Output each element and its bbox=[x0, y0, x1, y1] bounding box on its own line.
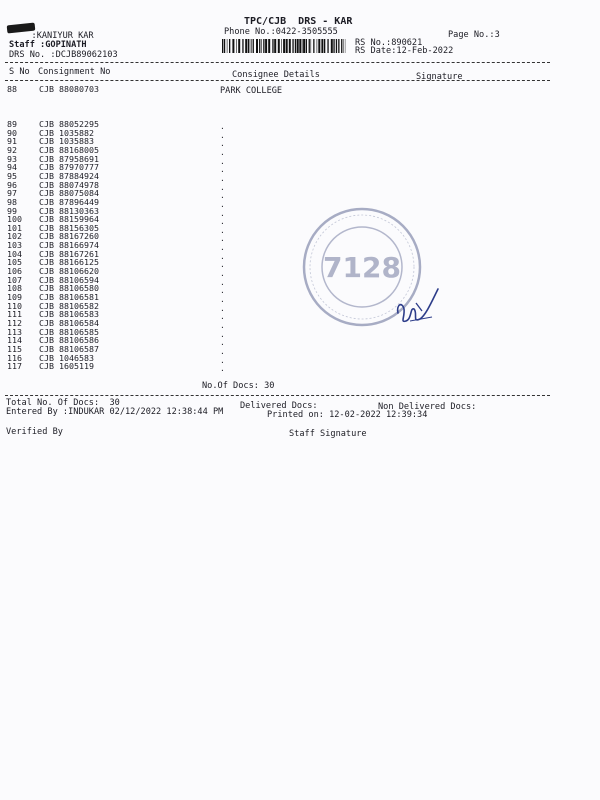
row-consignment: CJB 88167261 bbox=[39, 248, 99, 259]
dot-mark: . bbox=[220, 173, 225, 183]
row-sno: 110 bbox=[7, 300, 22, 311]
row-sno: 115 bbox=[7, 343, 22, 354]
barcode-image bbox=[222, 39, 346, 53]
dot-mark: . bbox=[220, 320, 225, 330]
row-sno: 117 bbox=[7, 361, 22, 372]
row-sno: 91 bbox=[7, 136, 17, 147]
row-consignment: CJB 88106584 bbox=[39, 317, 99, 328]
column-divider bbox=[5, 80, 550, 81]
row-consignment: CJB 1046583 bbox=[39, 352, 94, 363]
dot-mark: . bbox=[220, 208, 225, 218]
row-consignment: CJB 88167260 bbox=[39, 231, 99, 242]
non-delivered-docs: Non Delivered Docs: bbox=[378, 402, 477, 412]
row-sno: 90 bbox=[7, 127, 17, 138]
dot-mark: . bbox=[220, 234, 225, 244]
verified-by: Verified By bbox=[6, 427, 63, 437]
row-sno: 108 bbox=[7, 283, 22, 294]
dot-mark: . bbox=[220, 156, 225, 166]
col-header-sno: S No bbox=[9, 67, 30, 77]
row-sno: 111 bbox=[7, 309, 22, 320]
row-sno: 113 bbox=[7, 326, 22, 337]
row-sno: 99 bbox=[7, 205, 17, 216]
dot-mark: . bbox=[220, 286, 225, 296]
row-consignment: CJB 88166974 bbox=[39, 240, 99, 251]
col-header-consignment: Consignment No bbox=[38, 67, 111, 77]
row-sno: 89 bbox=[7, 119, 17, 129]
printed-on: Printed on: 12-02-2022 12:39:34 bbox=[267, 410, 428, 420]
row-sno: 116 bbox=[7, 352, 22, 363]
dot-mark: . bbox=[220, 260, 225, 270]
row-sno: 98 bbox=[7, 196, 17, 207]
row-consignment: CJB 88156305 bbox=[39, 222, 99, 233]
row-sno: 102 bbox=[7, 231, 22, 242]
dot-mark: . bbox=[220, 303, 225, 313]
row-sno: 107 bbox=[7, 274, 22, 285]
footer-divider bbox=[5, 395, 550, 396]
row-consignment: CJB 88080703 bbox=[39, 84, 99, 94]
rs-date: RS Date:12-Feb-2022 bbox=[355, 46, 454, 56]
row-consignment: CJB 88075084 bbox=[39, 188, 99, 199]
dot-mark: . bbox=[220, 277, 225, 287]
row-sno: 93 bbox=[7, 153, 17, 164]
dot-mark: . bbox=[220, 338, 225, 348]
row-consignment: CJB 87958691 bbox=[39, 153, 99, 164]
dot-mark: . bbox=[220, 295, 225, 304]
dot-mark: . bbox=[220, 217, 225, 227]
row-sno: 109 bbox=[7, 292, 22, 302]
drs-number: DRS No. :DCJB89062103 bbox=[9, 50, 118, 60]
rs-number: RS No.:890621 bbox=[355, 38, 423, 48]
row-sno: 88 bbox=[7, 84, 17, 94]
dot-mark: . bbox=[220, 364, 225, 374]
row-consignment: CJB 1605119 bbox=[39, 361, 94, 372]
dot-mark: . bbox=[220, 147, 225, 157]
row-consignment: CJB 88106586 bbox=[39, 335, 99, 346]
row-consignment: CJB 88168005 bbox=[39, 144, 99, 155]
row-sno: 114 bbox=[7, 335, 22, 346]
row-sno: 97 bbox=[7, 188, 17, 199]
document-title: TPC/CJB DRS - KAR bbox=[244, 16, 353, 27]
row-consignment: CJB 88130363 bbox=[39, 205, 99, 216]
row-sno: 95 bbox=[7, 170, 17, 181]
row-sno: 105 bbox=[7, 257, 22, 268]
dot-mark: . bbox=[220, 243, 225, 253]
row-consignment: CJB 88074978 bbox=[39, 179, 99, 190]
row-consignment: CJB 88052295 bbox=[39, 119, 99, 129]
entered-by: Entered By :INDUKAR 02/12/2022 12:38:44 PM bbox=[6, 407, 224, 417]
staff-name: Staff :GOPINATH bbox=[9, 40, 87, 50]
row-consignment: CJB 87970777 bbox=[39, 162, 99, 173]
row-sno: 106 bbox=[7, 266, 22, 277]
row-consignment: CJB 1035882 bbox=[39, 127, 94, 138]
row-consignment: CJB 88106580 bbox=[39, 283, 99, 294]
page-number: Page No.:3 bbox=[448, 30, 500, 40]
dot-mark: . bbox=[220, 346, 225, 356]
docs-count: No.Of Docs: 30 bbox=[202, 381, 275, 391]
row-sno: 104 bbox=[7, 248, 22, 259]
phone-number: Phone No.:0422-3505555 bbox=[224, 27, 338, 37]
row-sno: 100 bbox=[7, 214, 22, 225]
branch-line: :KANIYUR KAR bbox=[16, 31, 94, 41]
row-consignment: CJB 88166125 bbox=[39, 257, 99, 268]
row-consignment: CJB 87884924 bbox=[39, 170, 99, 181]
row-consignment: CJB 87896449 bbox=[39, 196, 99, 207]
row-consignment: CJB 88106581 bbox=[39, 292, 99, 302]
delivered-docs: Delivered Docs: bbox=[240, 401, 318, 411]
dot-mark: . bbox=[220, 199, 225, 209]
dot-mark: . bbox=[220, 165, 225, 175]
row-sno: 112 bbox=[7, 317, 22, 328]
row-sno: 94 bbox=[7, 162, 17, 173]
dot-mark: . bbox=[220, 269, 225, 279]
row-sno: 101 bbox=[7, 222, 22, 233]
total-docs: Total No. Of Docs: 30 bbox=[6, 398, 120, 408]
header-divider bbox=[5, 62, 550, 63]
staff-signature-label: Staff Signature bbox=[289, 429, 367, 439]
dot-mark: . bbox=[220, 329, 225, 339]
row-sno: 92 bbox=[7, 144, 17, 155]
row-consignment: CJB 88106583 bbox=[39, 309, 99, 320]
row-sno: 103 bbox=[7, 240, 22, 251]
dot-mark: . bbox=[220, 312, 225, 322]
row-consignment: CJB 88106587 bbox=[39, 343, 99, 354]
row-consignment: CJB 88159964 bbox=[39, 214, 99, 225]
dot-mark: . bbox=[220, 251, 225, 261]
dot-mark: . bbox=[220, 182, 225, 192]
row-consignment: CJB 88106585 bbox=[39, 326, 99, 337]
handwritten-signature bbox=[392, 283, 442, 328]
stamp-number: 7128 bbox=[323, 251, 401, 284]
row-consignment: CJB 88106582 bbox=[39, 300, 99, 311]
row-consignment: CJB 88106620 bbox=[39, 266, 99, 277]
dot-mark: . bbox=[220, 355, 225, 365]
dot-mark: . bbox=[220, 139, 225, 149]
col-header-consignee: Consignee Details bbox=[232, 70, 320, 80]
row-consignment: CJB 88106594 bbox=[39, 274, 99, 285]
col-header-signature: Signature bbox=[416, 72, 463, 82]
row-sno: 96 bbox=[7, 179, 17, 190]
dot-mark: . bbox=[220, 122, 225, 131]
dot-mark: . bbox=[220, 130, 225, 140]
dot-mark: . bbox=[220, 225, 225, 235]
consignee-name: PARK COLLEGE bbox=[220, 86, 283, 96]
dot-mark: . bbox=[220, 191, 225, 201]
row-consignment: CJB 1035883 bbox=[39, 136, 94, 147]
